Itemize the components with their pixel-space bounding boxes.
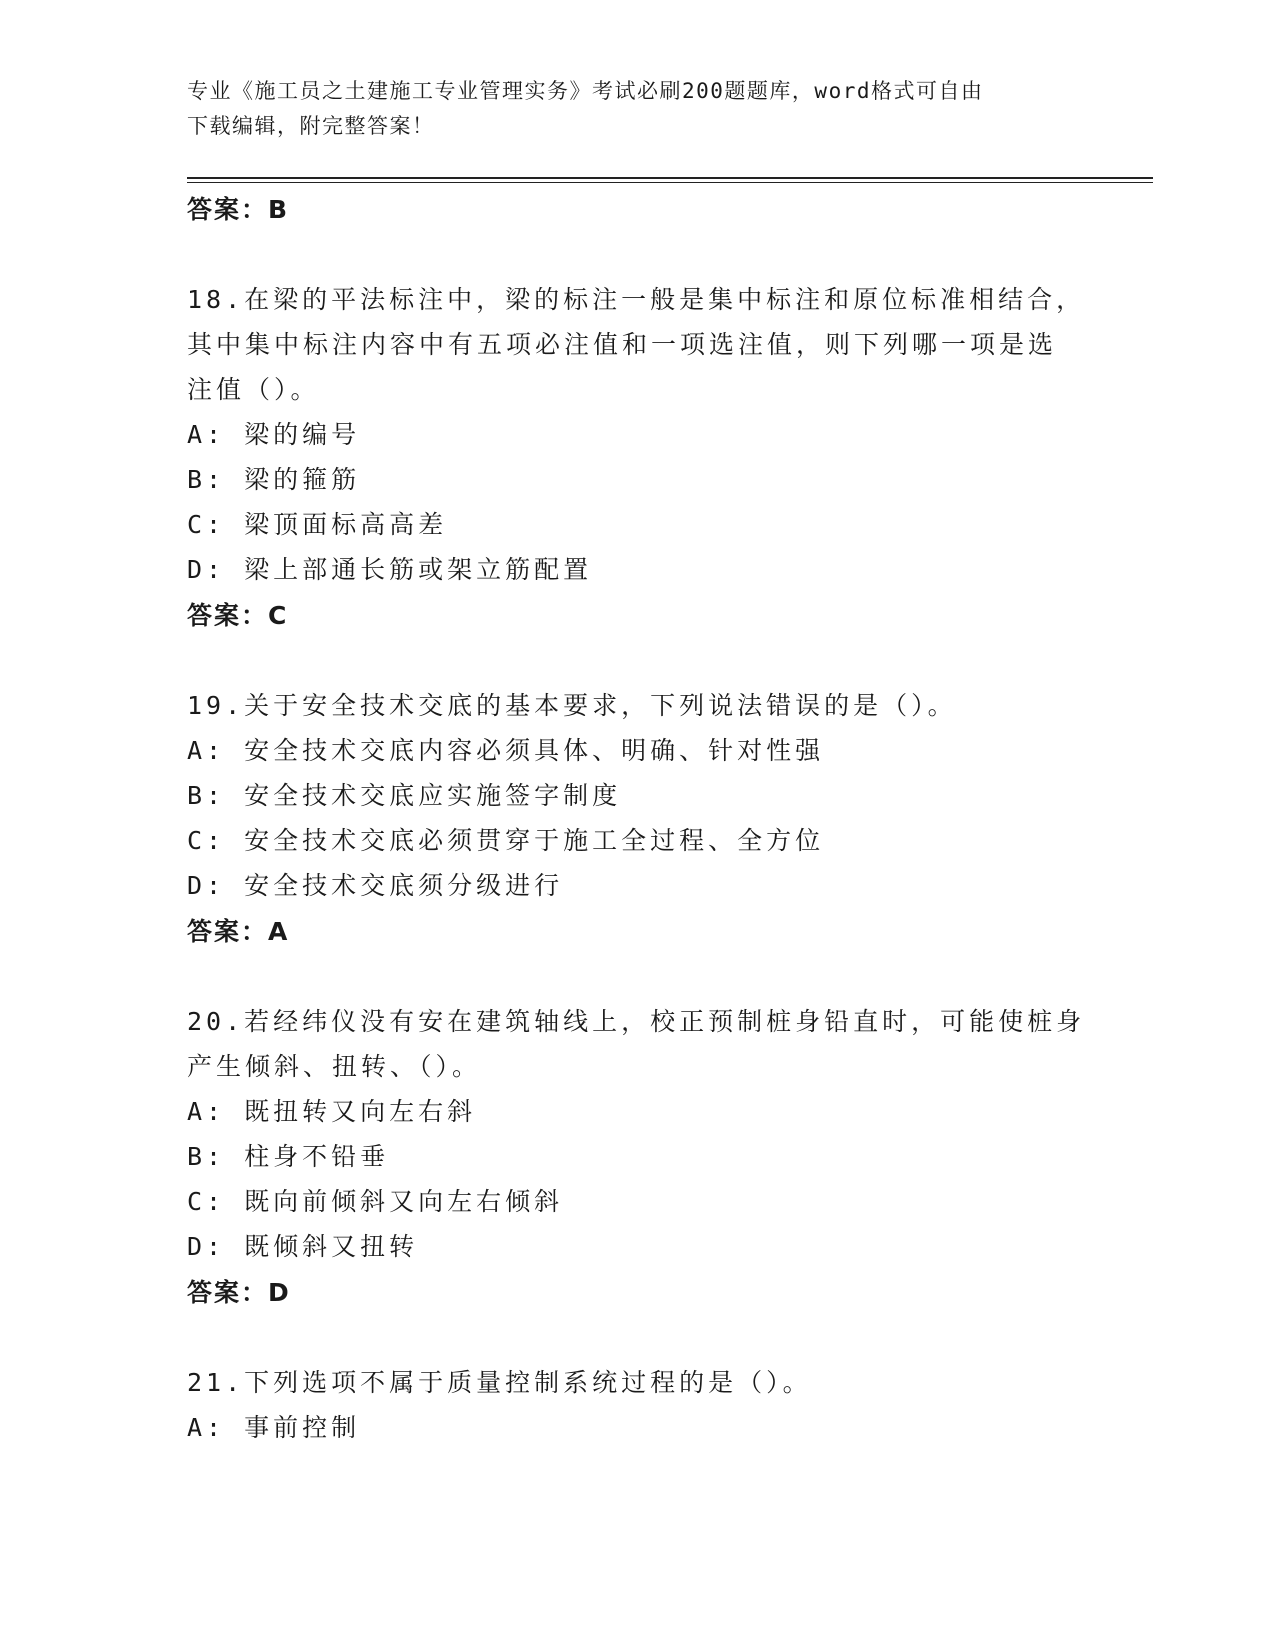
question-19-stem-line-1: 19.关于安全技术交底的基本要求，下列说法错误的是（）。 (187, 691, 957, 720)
question-19-answer: 答案：A (187, 917, 290, 946)
question-20-option-a: A: 既扭转又向左右斜 (187, 1097, 477, 1126)
header-divider-thick (187, 177, 1153, 179)
question-18-stem-line-1: 18.在梁的平法标注中，梁的标注一般是集中标注和原位标准相结合， (187, 285, 1086, 314)
header-line-1: 专业《施工员之土建施工专业管理实务》考试必刷200题题库，word格式可自由 (187, 79, 984, 103)
question-18-stem-line-3: 注值（）。 (187, 375, 320, 404)
question-19-option-a: A: 安全技术交底内容必须具体、明确、针对性强 (187, 736, 825, 765)
question-20-answer: 答案：D (187, 1278, 291, 1307)
question-20-option-d: D: 既倾斜又扭转 (187, 1232, 419, 1261)
question-19-option-d: D: 安全技术交底须分级进行 (187, 871, 564, 900)
question-20-option-b: B: 柱身不铅垂 (187, 1142, 390, 1171)
header-divider-thin (187, 182, 1153, 183)
document-header (187, 74, 1087, 144)
question-19-option-b: B: 安全技术交底应实施签字制度 (187, 781, 622, 810)
question-20-option-c: C: 既向前倾斜又向左右倾斜 (187, 1187, 564, 1216)
question-21-option-a: A: 事前控制 (187, 1413, 361, 1442)
question-18-option-c: C: 梁顶面标高高差 (187, 510, 448, 539)
header-line-2: 下载编辑，附完整答案！ (187, 114, 435, 138)
question-18-option-b: B: 梁的箍筋 (187, 465, 361, 494)
question-20-stem-line-2: 产生倾斜、扭转、（）。 (187, 1052, 482, 1081)
question-20-stem-line-1: 20.若经纬仪没有安在建筑轴线上，校正预制桩身铅直时，可能使桩身 (187, 1007, 1086, 1036)
answer-17: 答案：B (187, 195, 290, 224)
question-18-stem-line-2: 其中集中标注内容中有五项必注值和一项选注值，则下列哪一项是选 (187, 330, 1058, 359)
question-18-option-d: D: 梁上部通长筋或架立筋配置 (187, 555, 593, 584)
question-21-stem-line-1: 21.下列选项不属于质量控制系统过程的是（）。 (187, 1368, 812, 1397)
question-19-option-c: C: 安全技术交底必须贯穿于施工全过程、全方位 (187, 826, 825, 855)
question-18-answer: 答案：C (187, 601, 289, 630)
question-18-option-a: A: 梁的编号 (187, 420, 361, 449)
